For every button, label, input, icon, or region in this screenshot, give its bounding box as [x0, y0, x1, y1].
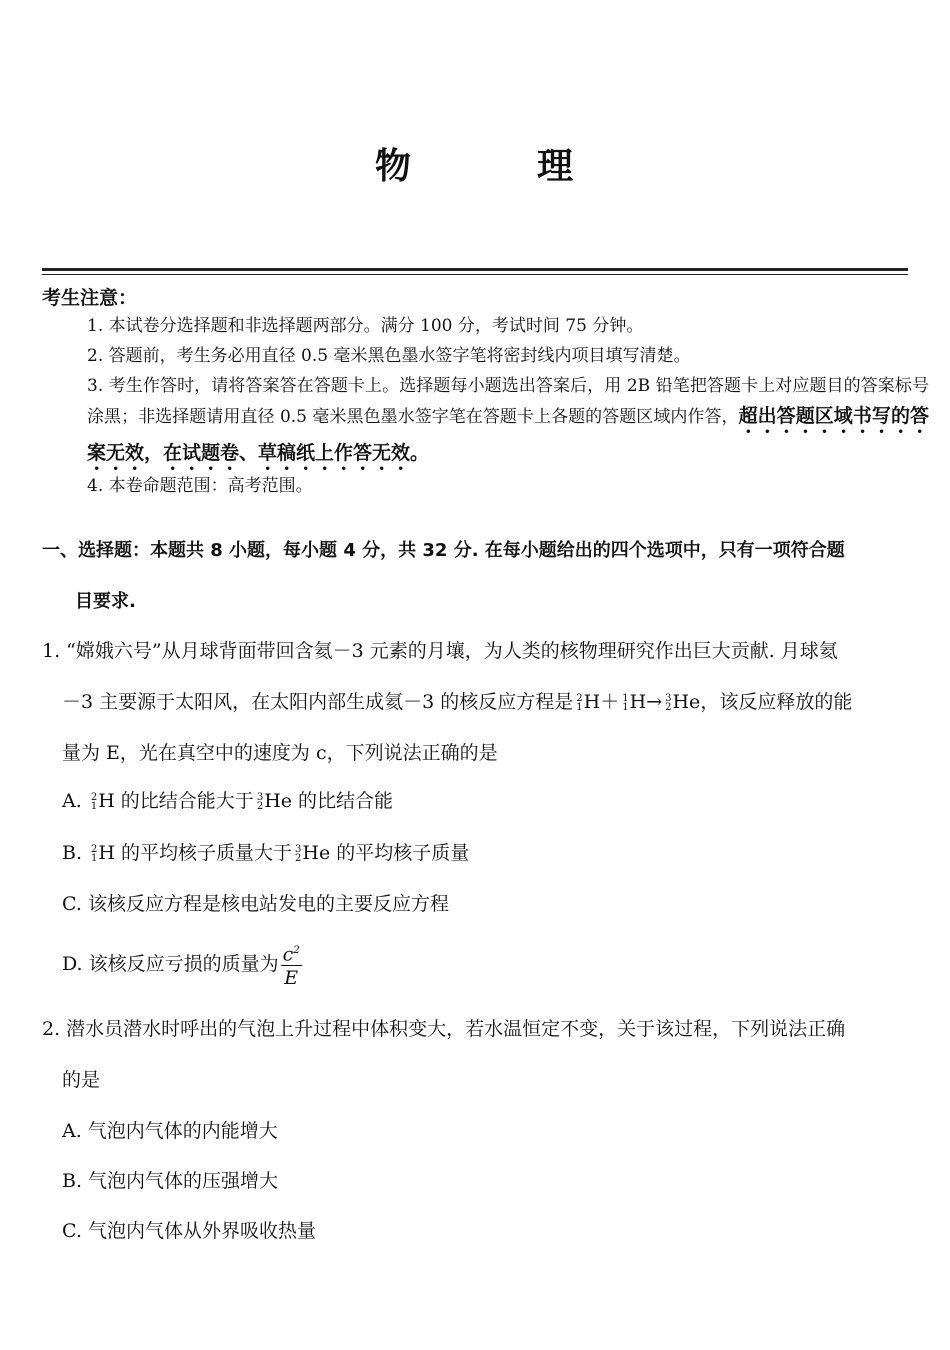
nuclide-he3: 3 2	[665, 693, 672, 713]
q2-option-b[interactable]: B. 气泡内气体的压强增大	[62, 1170, 279, 1192]
q1-option-d-text: 该核反应亏损的质量为	[88, 953, 279, 976]
q1-option-c-text: 该核反应方程是核电站发电的主要反应方程	[87, 893, 449, 915]
nuclide-he3-symbol: He	[264, 790, 293, 812]
q1-option-a-text2: 的比结合能	[292, 790, 394, 812]
nuclide-h2-symbol: H	[98, 842, 115, 864]
nuclide-h1: 1 1	[622, 693, 629, 713]
notice-item-3-emphasis: 超出答题区域书写的答案无效，在试题卷、草稿纸上作答无效。	[87, 405, 929, 464]
q1-option-b-label: B.	[62, 842, 89, 864]
q2-stem-a: 2. 潜水员潜水时呼出的气泡上升过程中体积变大，若水温恒定不变，关于该过程，下列说法正确	[42, 1018, 846, 1040]
notice-item-4: 4. 本卷命题范围：高考范围。	[87, 476, 313, 496]
q1-stem-d: 量为 E，光在真空中的速度为 c，下列说法正确的是	[62, 742, 498, 764]
notice-item-3-text: 3. 考生作答时，请将答案答在答题卡上。选择题每小题选出答案后，用 2B 铅笔把答题卡上对应题目的答案标号涂黑；非选择题请用直径 0.5 毫米黑色墨水签字笔在答题卡上各题的答题区域内作答，	[87, 376, 929, 427]
nuclide-he3: 3 2	[295, 844, 302, 864]
nuclide-h2-symbol: H	[98, 790, 115, 812]
nuclide-h2: 2 1	[576, 693, 583, 713]
nuclide-h2-symbol: H	[583, 691, 601, 713]
question-1-stem	[42, 626, 910, 779]
q2-option-a[interactable]: A. 气泡内气体的内能增大	[62, 1120, 278, 1142]
nuclide-h1-symbol: H	[629, 691, 647, 713]
section-1-line2: 目要求.	[75, 591, 136, 612]
q1-stem-b: －3 主要源于太阳风，在太阳内部生成氦－3 的核反应方程是	[62, 691, 574, 713]
notice-heading: 考生注意：	[42, 287, 138, 309]
mass-defect-fraction	[281, 940, 302, 990]
q1-stem-a: 1. “嫦娥六号”从月球背面带回含氦－3 元素的月壤，为人类的核物理研究作出巨大贡献. 月球氦	[42, 640, 838, 662]
section-1-line1: 一、选择题：本题共 8 小题，每小题 4 分，共 32 分. 在每小题给出的四个选项中，只有一项符合题	[42, 540, 845, 561]
notice-item-2: 2. 答题前，考生务必用直径 0.5 毫米黑色墨水签字笔将密封线内项目填写清楚。	[87, 346, 691, 366]
q1-stem-c: ，该反应释放的能	[700, 691, 853, 713]
nuclide-h2: 2 1	[90, 792, 98, 812]
q1-option-a-label: A.	[62, 790, 88, 812]
header-rule-thick	[42, 268, 908, 271]
nuclide-he3-symbol: He	[672, 691, 701, 713]
plus-sign: ＋	[600, 691, 620, 713]
page-title	[0, 138, 950, 189]
fraction-numerator-exponent: 2	[293, 945, 300, 956]
nuclide-he3-symbol: He	[302, 842, 331, 864]
nuclide-he3: 3 2	[256, 792, 264, 812]
q1-option-d[interactable]	[62, 940, 302, 990]
notice-item-1: 1. 本试卷分选择题和非选择题两部分。满分 100 分，考试时间 75 分钟。	[87, 316, 644, 336]
q1-option-a[interactable]	[62, 786, 393, 816]
q2-stem-b: 的是	[62, 1069, 101, 1091]
title-char-2: 理	[537, 146, 576, 187]
reaction-arrow: →	[646, 691, 663, 713]
header-rule-thin	[42, 274, 908, 275]
question-2-stem	[42, 1004, 910, 1106]
q1-option-c-label: C.	[62, 893, 88, 915]
title-char-1: 物	[374, 146, 413, 187]
q1-option-b-text2: 的平均核子质量	[330, 842, 470, 864]
q1-option-d-label: D.	[62, 953, 89, 976]
notice-item-3	[67, 371, 929, 475]
section-1-heading	[42, 525, 912, 627]
fraction-denominator: E	[284, 967, 299, 990]
nuclide-h2: 2 1	[91, 844, 98, 864]
fraction-numerator: c	[282, 943, 294, 966]
q1-option-a-text: 的比结合能大于	[114, 790, 254, 812]
q1-option-b[interactable]	[62, 838, 469, 868]
q1-option-c[interactable]	[62, 889, 449, 919]
q2-option-c[interactable]: C. 气泡内气体从外界吸收热量	[62, 1220, 316, 1242]
q1-option-b-text: 的平均核子质量大于	[115, 842, 293, 864]
